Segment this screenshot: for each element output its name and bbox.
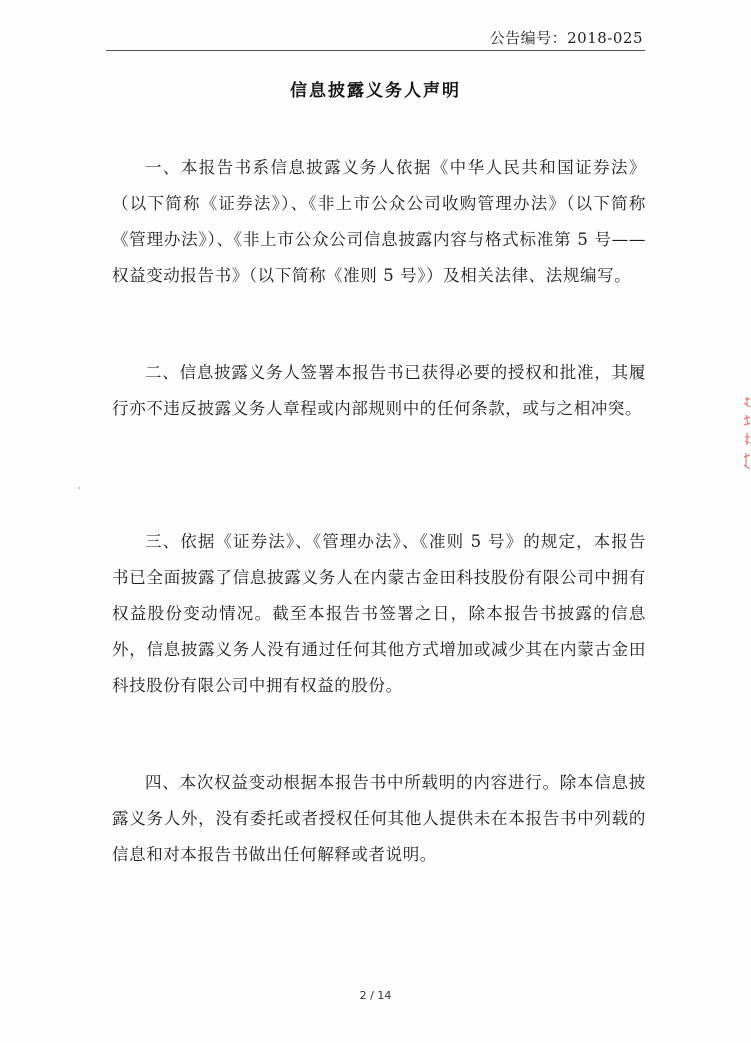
document-title: 信息披露义务人声明 — [290, 81, 461, 101]
declaration-paragraph-2: 二、信息披露义务人签署本报告书已获得必要的授权和批准，其履行亦不违反披露义务人章程或内部规则中的任何条款，或与之相冲突。 — [112, 363, 646, 418]
header-divider — [106, 50, 645, 51]
scan-speck — [78, 487, 80, 489]
announcement-number: 公告编号：2018-025 — [489, 29, 643, 47]
page-number: 2 / 14 — [359, 989, 392, 1002]
seal-stamp-fragment — [739, 395, 751, 475]
declaration-paragraph-1: 一、本报告书系信息披露义务人依据《中华人民共和国证券法》（以下简称《证券法》）、《非上市公众公司收购管理办法》（以下简称《管理办法》）、《非上市公众公司信息披露内容与格式标准第 5 号——权益变动报告书》（以下简称《准则 5 号》）及相关法律、法规编写。 — [112, 158, 646, 285]
declaration-paragraph-4: 四、本次权益变动根据本报告书中所载明的内容进行。除本信息披露义务人外，没有委托或者授权任何其他人提供未在本报告书中列载的信息和对本报告书做出任何解释或者说明。 — [112, 773, 646, 864]
declaration-paragraph-3: 三、依据《证券法》、《管理办法》、《准则 5 号》的规定，本报告书已全面披露了信息披露义务人在内蒙古金田科技股份有限公司中拥有权益股份变动情况。截至本报告书签署之日，除本报告书披露的信息外，信息披露义务人没有通过任何其他方式增加或减少其在内蒙古金田科技股份有限公司中拥有权益的股份。 — [112, 532, 646, 695]
